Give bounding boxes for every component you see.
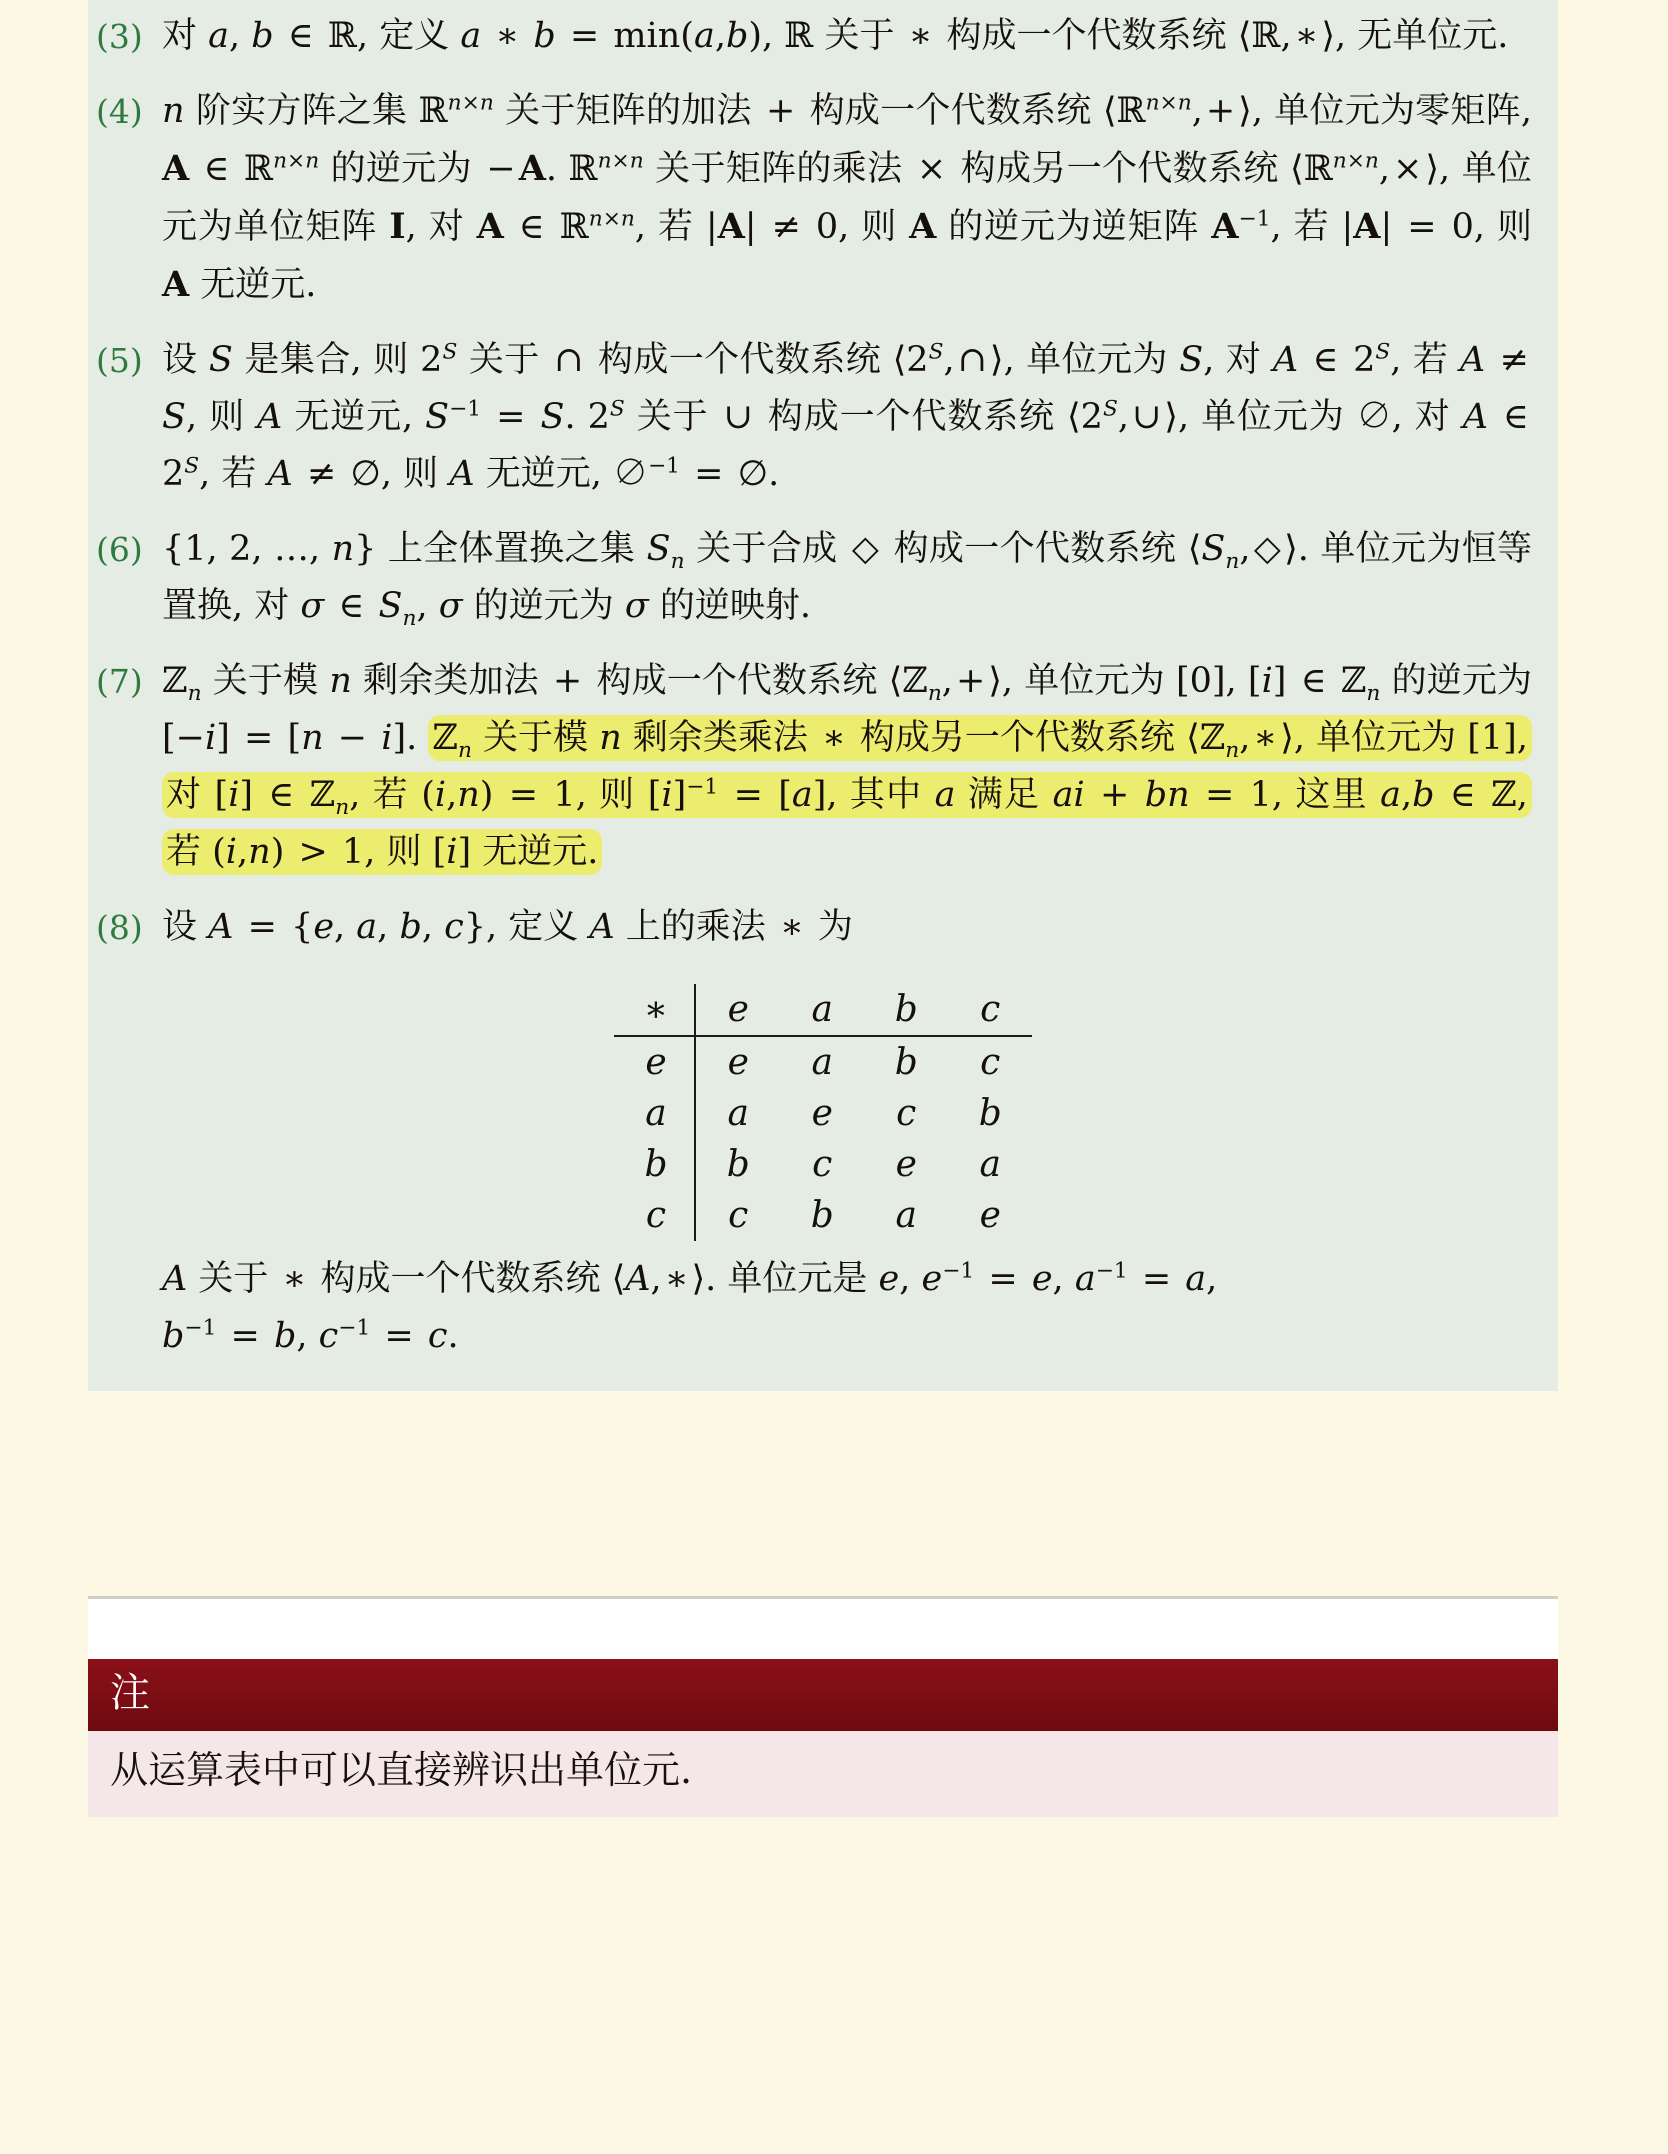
- table-row-header: b: [614, 1139, 695, 1190]
- table-row: [614, 1139, 1032, 1190]
- table-cell: c: [980, 1042, 1001, 1083]
- item-text: 对 a, b ∈ ℝ, 定义 a ∗ b = min(a,b), ℝ 关于 ∗ 构成一个代数系统 ⟨ℝ,∗⟩, 无单位元.: [162, 16, 1509, 56]
- item-number: (6): [96, 530, 143, 569]
- table-cell: a: [979, 1144, 1001, 1185]
- table-cell: c: [728, 1195, 749, 1236]
- table-corner-operator: ∗: [614, 984, 695, 1036]
- note-separator: [88, 1596, 1558, 1659]
- table-row-header: a: [614, 1088, 695, 1139]
- table-cell: b: [894, 1042, 918, 1083]
- list-item-3: [88, 8, 1558, 65]
- list-item-6: [88, 521, 1558, 635]
- table-cell: b: [978, 1093, 1002, 1134]
- examples-content-block: [88, 0, 1558, 1391]
- note-title: 注: [88, 1659, 1558, 1731]
- table-cell: b: [810, 1195, 834, 1236]
- item-number: (7): [96, 662, 143, 701]
- item-number: (5): [96, 341, 143, 380]
- table-header-row: [614, 984, 1032, 1036]
- list-item-5: [88, 332, 1558, 503]
- table-row: [614, 1088, 1032, 1139]
- table-col-header: a: [780, 984, 864, 1036]
- table-row: [614, 1190, 1032, 1241]
- list-item-7: [88, 653, 1558, 881]
- table-row-header: c: [614, 1190, 695, 1241]
- table-cell: a: [895, 1195, 917, 1236]
- highlighted-passage: ℤ$_n$ 关于模 n 剩余类乘法 ∗ 构成另一个代数系统 ⟨ℤ$_n$,∗⟩, 单位元为 [1], 对 [i] ∈ ℤ$_n$, 若 (i,n) = 1, 则 $[i]^{-1} = [a]$, 其中 a 满足 ai + bn = 1, 这里 a,b ∈ ℤ, 若 (i,n) > 1, 则 [i] 无逆元.: [162, 715, 1532, 875]
- table-col-header: b: [864, 984, 948, 1036]
- table-col-header: e: [695, 984, 780, 1036]
- table-cell: a: [727, 1093, 749, 1134]
- table-cell: c: [896, 1093, 917, 1134]
- table-row: [614, 1036, 1032, 1088]
- cayley-table-wrapper: [88, 974, 1558, 1247]
- table-cell: c: [812, 1144, 833, 1185]
- item-number: (3): [96, 17, 143, 56]
- table-cell: b: [726, 1144, 750, 1185]
- item-8-closing-text: A 关于 ∗ 构成一个代数系统 ⟨A,∗⟩. 单位元是 e, $e^{-1} = e$, $a^{-1} = a$, $b^{-1} = b$, $c^{-1} = c$.: [162, 1258, 1218, 1356]
- item-number: (8): [96, 908, 143, 947]
- item-text: n 阶实方阵之集 ℝ$^{n\times n}$ 关于矩阵的加法 + 构成一个代数系统 ⟨ℝ$^{n\times n}$,+⟩, 单位元为零矩阵, A ∈ ℝ$^{n\times n}$ 的逆元为 −A. ℝ$^{n\times n}$ 关于矩阵的乘法 × 构成另一个代数系统 ⟨ℝ$^{n\times n}$,×⟩, 单位元为单位矩阵 I, 对 A ∈ ℝ$^{n\times n}$, 若 |A| ≠ 0, 则 A 的逆元为逆矩阵 $A^{-1}$, 若 |A| = 0, 则 A 无逆元.: [162, 90, 1532, 305]
- note-body-text: 从运算表中可以直接辨识出单位元.: [88, 1731, 1558, 1817]
- table-row-header: e: [614, 1036, 695, 1088]
- list-item-4: [88, 83, 1558, 314]
- table-cell: a: [811, 1042, 833, 1083]
- item-text: 设 A = {e, a, b, c}, 定义 A 上的乘法 ∗ 为: [162, 907, 853, 947]
- table-cell: e: [727, 1042, 749, 1083]
- item-text: 设 S 是集合, 则 $2^S$ 关于 ∩ 构成一个代数系统 $⟨2^S,\cap⟩$, 单位元为 S, 对 A ∈ $2^S$, 若 A ≠ S, 则 A 无逆元, $S^{-1} = S$. $2^S$ 关于 ∪ 构成一个代数系统 $⟨2^S,\cup⟩$, 单位元为 ∅, 对 A ∈ $2^S$, 若 A ≠ ∅, 则 A 无逆元, ∅$^{-1}$ = ∅.: [162, 339, 1529, 494]
- table-cell: e: [895, 1144, 917, 1185]
- item-text: ℤ$_n$ 关于模 n 剩余类加法 + 构成一个代数系统 ⟨ℤ$_n$,+⟩, 单位元为 [0], [i] ∈ ℤ$_n$ 的逆元为 [−i] = [n − i]. ℤ$_n$ 关于模 n 剩余类乘法 ∗ 构成另一个代数系统 ⟨ℤ$_n$,∗⟩, 单位元为 [1], 对 [i] ∈ ℤ$_n$, 若 (i,n) = 1, 则 $[i]^{-1} = [a]$, 其中 a 满足 ai + bn = 1, 这里 a,b ∈ ℤ, 若 (i,n) > 1, 则 [i] 无逆元.: [162, 653, 1532, 881]
- table-col-header: c: [948, 984, 1032, 1036]
- item-text: {1, 2, …, n} 上全体置换之集 $S_n$ 关于合成 ◇ 构成一个代数系统 $⟨S_n,◇⟩$. 单位元为恒等置换, 对 σ ∈ $S_n$, σ 的逆元为 σ 的逆映射.: [162, 529, 1532, 631]
- note-callout: [88, 1596, 1558, 1817]
- list-item-8: [88, 899, 1558, 956]
- table-cell: e: [979, 1195, 1001, 1236]
- item-number: (4): [96, 92, 143, 131]
- operation-table: [614, 984, 1032, 1241]
- table-cell: e: [811, 1093, 833, 1134]
